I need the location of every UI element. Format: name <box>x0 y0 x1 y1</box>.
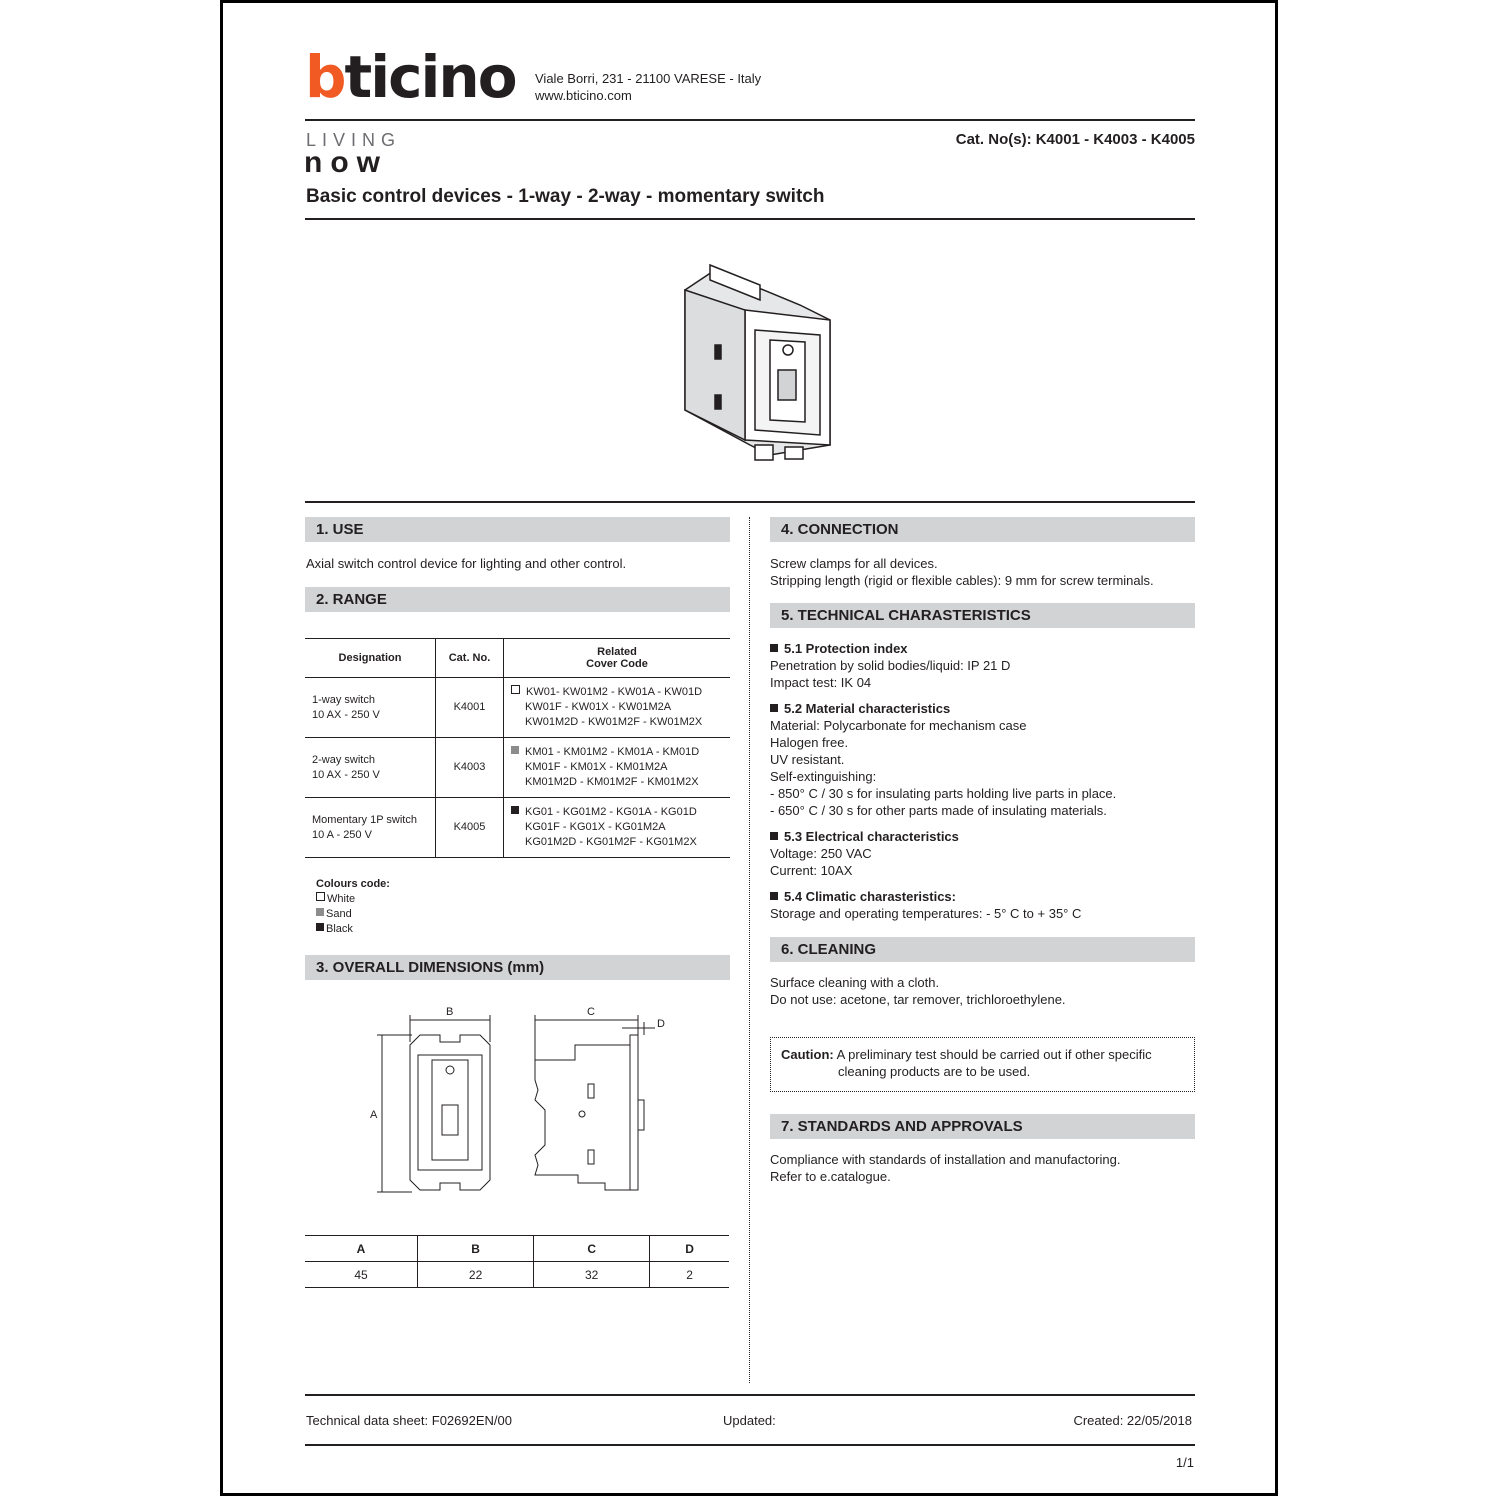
cover-codes: KW01M2D - KW01M2F - KW01M2X <box>525 716 703 728</box>
white-swatch <box>511 685 520 694</box>
bullet-icon <box>770 832 778 840</box>
image-divider <box>305 501 1195 503</box>
bullet-icon <box>770 892 778 900</box>
dim-header-a: A <box>356 1241 366 1256</box>
cover-codes: KG01 - KG01M2 - KG01A - KG01D <box>525 806 697 818</box>
cover-codes: KM01 - KM01M2 - KM01A - KM01D <box>525 746 700 758</box>
col-designation: Designation <box>338 652 402 664</box>
subsection-title: 5.1 Protection index <box>784 641 908 656</box>
cover-codes: KG01F - KG01X - KG01M2A <box>525 821 666 833</box>
tech-line: - 650° C / 30 s for other parts made of insulating materials. <box>770 803 1107 818</box>
connection-line: Stripping length (rigid or flexible cables): 9 mm for screw terminals. <box>770 573 1154 588</box>
section-dimensions-heading: 3. OVERALL DIMENSIONS (mm) <box>305 955 730 980</box>
product-image <box>670 250 840 465</box>
column-divider <box>749 517 750 1383</box>
caution-text: A preliminary test should be carried out if other specific <box>833 1047 1152 1062</box>
tech-line: Voltage: 250 VAC <box>770 846 872 861</box>
standards-line: Refer to e.catalogue. <box>770 1169 891 1184</box>
catno: K4003 <box>436 738 504 798</box>
tech-line: UV resistant. <box>770 752 845 767</box>
caution-text: cleaning products are to be used. <box>838 1064 1031 1079</box>
colour-white: White <box>327 893 356 905</box>
colours-legend <box>316 877 390 937</box>
designation: 1-way switch <box>312 693 375 706</box>
tech-line: - 850° C / 30 s for insulating parts holding live parts in place. <box>770 786 1117 801</box>
table-row <box>305 738 730 798</box>
cleaning-line: Surface cleaning with a cloth. <box>770 975 940 990</box>
catalog-numbers: Cat. No(s): K4001 - K4003 - K4005 <box>955 131 1195 148</box>
footer-divider-bottom <box>305 1444 1195 1446</box>
dimensions-table <box>305 1235 729 1288</box>
bticino-logo <box>305 52 525 102</box>
footer-created: Created: 22/05/2018 <box>1073 1413 1192 1428</box>
website-link[interactable]: www.bticino.com <box>535 88 632 103</box>
series-now: now <box>304 146 388 179</box>
header-divider <box>305 119 1195 121</box>
tech-line: Halogen free. <box>770 735 849 750</box>
dim-value-d: 2 <box>650 1262 729 1288</box>
dim-header-b: B <box>418 1236 534 1262</box>
caution-box <box>770 1037 1195 1092</box>
rating: 10 A - 250 V <box>312 828 372 841</box>
col-cover <box>504 639 731 678</box>
footer-divider-top <box>305 1394 1195 1396</box>
section-standards-heading: 7. STANDARDS AND APPROVALS <box>770 1114 1195 1139</box>
catno: K4005 <box>436 798 504 858</box>
cover-codes: KM01M2D - KM01M2F - KM01M2X <box>525 776 699 788</box>
table-row <box>305 798 730 858</box>
caution-label: Caution: <box>781 1047 834 1062</box>
address-line: Viale Borri, 231 - 21100 VARESE - Italy <box>535 71 762 86</box>
connection-line: Screw clamps for all devices. <box>770 556 938 571</box>
cover-codes: KM01F - KM01X - KM01M2A <box>525 761 668 773</box>
dimension-drawing <box>360 1000 680 1205</box>
dim-value-a: 45 <box>354 1267 368 1282</box>
tech-line: Penetration by solid bodies/liquid: IP 21 D <box>770 658 1011 673</box>
section-cleaning-heading: 6. CLEANING <box>770 937 1195 962</box>
dim-label-b: B <box>446 1006 454 1018</box>
white-swatch <box>316 892 325 901</box>
bullet-icon <box>770 644 778 652</box>
table-row <box>305 678 730 738</box>
subsection-title: 5.2 Material characteristics <box>784 701 951 716</box>
black-swatch <box>316 923 324 931</box>
section-technical-heading: 5. TECHNICAL CHARASTERISTICS <box>770 603 1195 628</box>
colours-title: Colours code: <box>316 878 390 890</box>
dim-label-a: A <box>370 1109 378 1121</box>
bullet-icon <box>770 704 778 712</box>
standards-line: Compliance with standards of installation and manufactoring. <box>770 1152 1121 1167</box>
company-address <box>535 70 761 104</box>
footer-updated: Updated: <box>723 1413 776 1428</box>
col-catno: Cat. No. <box>436 639 504 678</box>
range-table <box>305 638 730 858</box>
cleaning-line: Do not use: acetone, tar remover, trichloroethylene. <box>770 992 1066 1007</box>
use-text: Axial switch control device for lighting and other control. <box>306 556 627 571</box>
colour-sand: Sand <box>326 908 352 920</box>
dim-value-c: 32 <box>534 1262 650 1288</box>
dim-value-b: 22 <box>418 1262 534 1288</box>
document-title: Basic control devices - 1-way - 2-way - momentary switch <box>306 186 825 207</box>
tech-line: Self-extinguishing: <box>770 769 877 784</box>
dim-label-d: D <box>657 1018 665 1030</box>
connection-text <box>770 555 1154 589</box>
dim-header-c: C <box>534 1236 650 1262</box>
designation: 2-way switch <box>312 753 375 766</box>
section-use-heading: 1. USE <box>305 517 730 542</box>
tech-line: Impact test: IK 04 <box>770 675 872 690</box>
colour-black: Black <box>326 923 353 935</box>
footer-sheet-id: Technical data sheet: F02692EN/00 <box>306 1413 512 1428</box>
title-divider <box>305 218 1195 220</box>
black-swatch <box>511 806 519 814</box>
sand-swatch <box>316 908 324 916</box>
subsection-title: 5.3 Electrical characteristics <box>784 829 959 844</box>
svg-text:bticino: bticino <box>305 52 516 102</box>
dim-label-c: C <box>587 1006 595 1018</box>
cover-codes: KG01M2D - KG01M2F - KG01M2X <box>525 836 697 848</box>
rating: 10 AX - 250 V <box>312 768 380 781</box>
tech-line: Storage and operating temperatures: - 5° C to + 35° C <box>770 906 1082 921</box>
catno: K4001 <box>436 678 504 738</box>
sand-swatch <box>511 746 519 754</box>
col-cover-line1: Related <box>597 646 637 658</box>
technical-text <box>770 640 1116 922</box>
rating: 10 AX - 250 V <box>312 708 380 721</box>
cover-codes: KW01- KW01M2 - KW01A - KW01D <box>526 686 703 698</box>
dim-header-d: D <box>650 1236 729 1262</box>
section-connection-heading: 4. CONNECTION <box>770 517 1195 542</box>
cover-codes: KW01F - KW01X - KW01M2A <box>525 701 672 713</box>
cleaning-text <box>770 974 1066 1008</box>
designation: Momentary 1P switch <box>312 813 417 826</box>
series-living: LIVING <box>306 130 402 150</box>
subsection-title: 5.4 Climatic charasteristics: <box>784 889 956 904</box>
section-range-heading: 2. RANGE <box>305 587 730 612</box>
standards-text <box>770 1151 1120 1185</box>
page-number: 1/1 <box>1175 1455 1194 1470</box>
tech-line: Material: Polycarbonate for mechanism case <box>770 718 1027 733</box>
tech-line: Current: 10AX <box>770 863 853 878</box>
col-cover-line2: Cover Code <box>586 658 648 670</box>
